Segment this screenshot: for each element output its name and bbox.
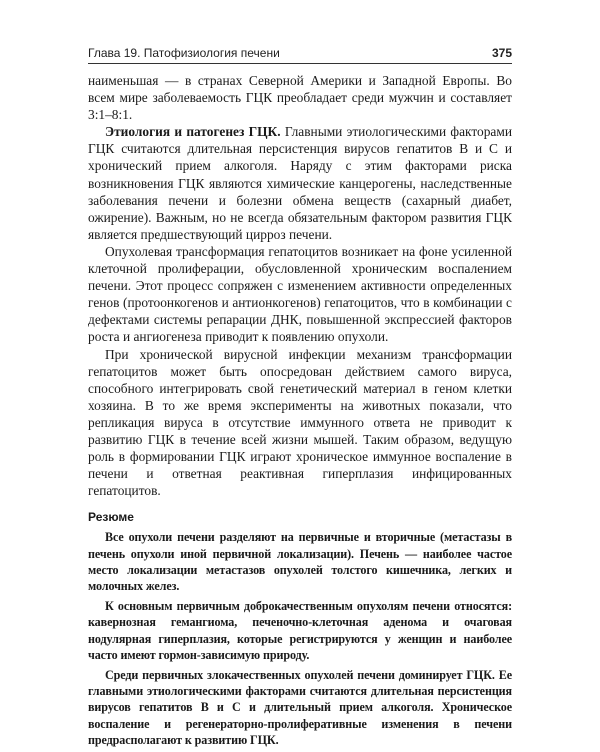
etiology-text: Главными этиологическими факторами ГЦК считаются длительная персистенция вирусов гепатитов В и С и хронический прием алкоголя. Наряду с этим факторами риска возникновения ГЦК являются химические канцерогены, наследственные заболевания печени и болезни обмена веществ (сахарный диабет, ожирение). Важным, но не всегда обязательным фактором развития ГЦК является предшествующий цирроз печени.: [88, 124, 512, 242]
running-head: [88, 46, 512, 60]
chapter-title: Глава 19. Патофизиология печени: [88, 46, 280, 60]
resume-section: [88, 509, 512, 748]
page-number: 375: [491, 46, 512, 60]
resume-paragraph-3: Среди первичных злокачественных опухолей печени доминирует ГЦК. Ее главными этиологическими факторами считаются длительная персистенция вирусов гепатитов В и С и длительный прием алкоголя. Хроническое воспаление и регенераторно-пролиферативные изменения в печени предрасполагают к развитию ГЦК.: [88, 668, 512, 747]
etiology-heading: Этиология и патогенез ГЦК.: [105, 124, 281, 140]
paragraph-etiology: [88, 123, 512, 243]
resume-paragraph-1: Все опухоли печени разделяют на первичные и вторичные (метастазы в печень опухоли иной первичной локализации). Печень — наиболее частое место локализации метастазов опухолей толстого кишечника, легких и молочных желез.: [88, 530, 512, 594]
header-rule: [88, 63, 512, 64]
paragraph-continued: наименьшая — в странах Северной Америки и Западной Европы. Во всем мире заболеваемость ГЦК преобладает среди мужчин и составляет 3:1–8:1.: [88, 73, 512, 123]
page-body: [88, 72, 512, 752]
paragraph-viral-infection: При хронической вирусной инфекции механизм трансформации гепатоцитов может быть опосредован действием самого вируса, способного интегрировать свой генетический материал в геном клетки хозяина. В то же время эксперименты на животных показали, что репликация вируса в отсутствие иммунного ответа не приводит к развитию ГЦК в течение всей жизни мышей. Таким образом, ведущую роль в формировании ГЦК играют хроническое иммунное воспаление в печени и ответная реактивная гиперплазия инфицированных гепатоцитов.: [88, 346, 512, 499]
resume-paragraph-2: К основным первичным доброкачественным опухолям печени относятся: кавернозная гемангиома, печеночно-клеточная аденома и очаговая нодулярная гиперплазия, которые регистрируются у женщин и наиболее часто имеют гормон-зависимую природу.: [88, 599, 512, 662]
paragraph-transformation: Опухолевая трансформация гепатоцитов возникает на фоне усиленной клеточной пролиферации, обусловленной хроническим воспалением печени. Этот процесс сопряжен с изменением активности определенных генов (протоонкогенов и антионкогенов) гепатоцитов, что в комбинации с дефектами системы репарации ДНК, повышенной экспрессией факторов роста и ангиогенеза приводит к появлению опухоли.: [88, 243, 512, 345]
resume-heading: Резюме: [88, 510, 134, 525]
